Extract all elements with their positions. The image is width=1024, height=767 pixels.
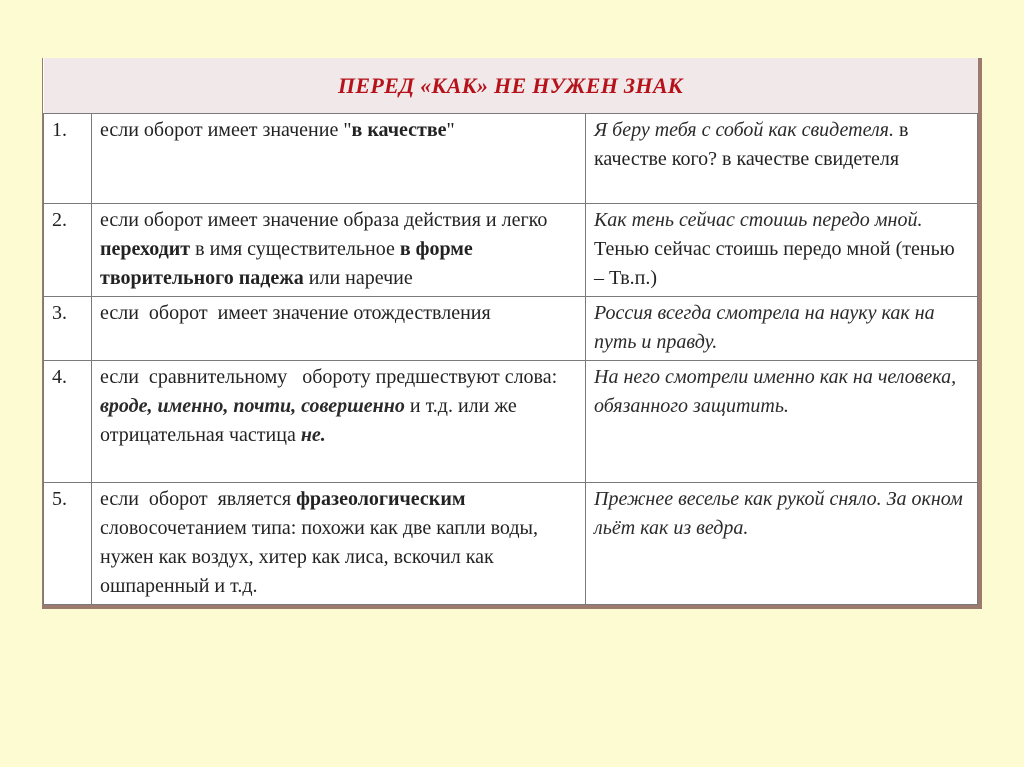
example-text-italic: Я беру тебя с собой как свидетеля. — [594, 119, 894, 141]
example-text-italic: Россия всегда смотрела на науку как на путь и правду. — [594, 302, 935, 353]
example-text: в качестве кого? в качестве свидетеля — [594, 119, 909, 170]
row-number: 3. — [44, 297, 92, 361]
table-row — [44, 297, 978, 361]
example-cell — [586, 114, 978, 204]
example-text-italic: Как тень сейчас стоишь передо мной. — [594, 209, 923, 231]
table-row — [44, 483, 978, 605]
example-cell — [586, 297, 978, 361]
table-title-row — [44, 58, 978, 114]
row-number: 4. — [44, 361, 92, 483]
rule-cell — [92, 297, 586, 361]
slide-panel — [42, 58, 982, 609]
example-text-italic: Прежнее веселье как рукой сняло. За окном льёт как из ведра. — [594, 488, 963, 539]
table-row — [44, 204, 978, 297]
rule-text: если оборот является — [100, 488, 297, 510]
example-text-italic: На него смотрели именно как на человека, обязанного защитить. — [594, 366, 957, 417]
example-cell — [586, 204, 978, 297]
row-number: 5. — [44, 483, 92, 605]
rule-cell — [92, 483, 586, 605]
rule-text: если оборот имеет значение " — [100, 119, 352, 141]
example-text: Тенью сейчас стоишь передо мной (тенью – Тв.п.) — [594, 238, 955, 289]
table-row — [44, 361, 978, 483]
row-number: 2. — [44, 204, 92, 297]
rule-cell — [92, 114, 586, 204]
rule-cell — [92, 361, 586, 483]
rule-text-bold-italic: не. — [300, 424, 326, 446]
rule-text-bold: переходит — [100, 238, 191, 260]
rule-text: в имя существительное — [190, 238, 400, 260]
rule-cell — [92, 204, 586, 297]
table-row — [44, 114, 978, 204]
example-cell — [586, 483, 978, 605]
rule-text: или наречие — [303, 267, 413, 289]
rule-text: если оборот имеет значение образа действия и легко — [100, 209, 548, 231]
rule-text: " — [446, 119, 455, 141]
rule-text: и т.д. или же отрицательная частица — [100, 395, 517, 446]
example-cell — [586, 361, 978, 483]
rule-text-bold: в качестве — [351, 119, 447, 141]
rule-text-bold: фразеологическим — [296, 488, 466, 510]
row-number: 1. — [44, 114, 92, 204]
rule-text: если сравнительному обороту предшествуют слова: — [100, 366, 563, 388]
rule-text-bold: в форме творительного падежа — [100, 238, 473, 289]
rule-text: словосочетанием типа: похожи как две капли воды, нужен как воздух, хитер как лиса, вскочил как ошпаренный и т.д. — [100, 517, 538, 597]
rules-table — [43, 58, 978, 605]
rule-text-bold-italic: вроде, именно, почти, совершенно — [100, 395, 405, 417]
table-title: ПЕРЕД «КАК» НЕ НУЖЕН ЗНАК — [44, 58, 978, 114]
rule-text: если оборот имеет значение отождествления — [100, 302, 491, 324]
